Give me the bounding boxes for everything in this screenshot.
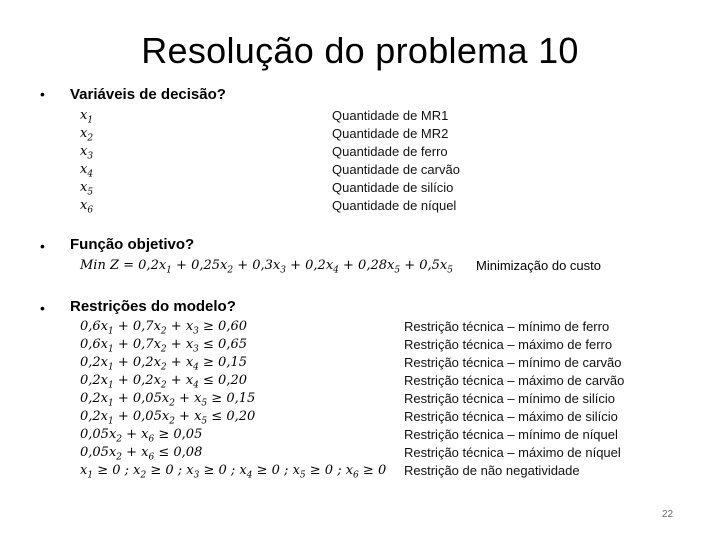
bullet-marker: •: [40, 300, 45, 316]
constraint-label: Restrição técnica – máximo de níquel: [404, 445, 621, 460]
bullet-marker: •: [40, 86, 45, 102]
variable-symbol: $x_1$: [80, 108, 94, 126]
bullet-marker: •: [40, 238, 45, 254]
variable-label: Quantidade de silício: [332, 180, 454, 195]
constraint-label: Restrição técnica – mínimo de ferro: [404, 319, 610, 334]
constraint-expression: $0,2x_1 + 0,2x_2 + x_4 \ge 0,15$: [80, 355, 247, 373]
variable-symbol: $x_2$: [80, 126, 94, 144]
slide-title: Resolução do problema 10: [141, 30, 579, 71]
constraint-label: Restrição de não negatividade: [404, 463, 580, 478]
constraint-expression: $0,2x_1 + 0,2x_2 + x_4 \le 0,20$: [80, 373, 247, 391]
constraint-label: Restrição técnica – mínimo de silício: [404, 391, 615, 406]
variables-heading: Variáveis de decisão?: [70, 86, 226, 103]
variable-symbol: $x_5$: [80, 180, 94, 198]
constraint-label: Restrição técnica – máximo de carvão: [404, 373, 625, 388]
variable-symbol: $x_4$: [80, 162, 94, 180]
constraint-expression: $x_1 \ge 0$ ; $x_2 \ge 0$ ; $x_3 \ge 0$ ; $x_4 \ge 0$ ; $x_5 \ge 0$ ; $x_6 \ge 0$: [80, 463, 387, 481]
constraint-expression: $0,05x_2 + x_6 \ge 0,05$: [80, 427, 203, 445]
variable-label: Quantidade de carvão: [332, 162, 460, 177]
variable-symbol: $x_6$: [80, 198, 94, 216]
constraint-expression: $0,6x_1 + 0,7x_2 + x_3 \le 0,65$: [80, 337, 247, 355]
constraint-label: Restrição técnica – máximo de silício: [404, 409, 618, 424]
objective-heading: Função objetivo?: [70, 236, 195, 253]
constraint-label: Restrição técnica – mínimo de níquel: [404, 427, 618, 442]
constraint-expression: $0,2x_1 + 0,05x_2 + x_5 \ge 0,15$: [80, 391, 256, 409]
variable-label: Quantidade de MR1: [332, 108, 449, 123]
objective-formula: Min $Z = 0,2x_1 + 0,25x_2 + 0,3x_3 + 0,2x_4 + 0,28x_5 + 0,5x_5$: [80, 258, 453, 276]
variable-label: Quantidade de ferro: [332, 144, 448, 159]
variable-label: Quantidade de MR2: [332, 126, 449, 141]
constraint-label: Restrição técnica – máximo de ferro: [404, 337, 613, 352]
objective-description: Minimização do custo: [476, 258, 601, 273]
page-number: 22: [662, 509, 674, 520]
constraint-expression: $0,05x_2 + x_6 \le 0,08$: [80, 445, 203, 463]
constraint-expression: $0,2x_1 + 0,05x_2 + x_5 \le 0,20$: [80, 409, 256, 427]
variable-label: Quantidade de níquel: [332, 198, 457, 213]
variable-symbol: $x_3$: [80, 144, 94, 162]
constraints-heading: Restrições do modelo?: [70, 298, 236, 315]
constraint-label: Restrição técnica – mínimo de carvão: [404, 355, 622, 370]
constraint-expression: $0,6x_1 + 0,7x_2 + x_3 \ge 0,60$: [80, 319, 247, 337]
